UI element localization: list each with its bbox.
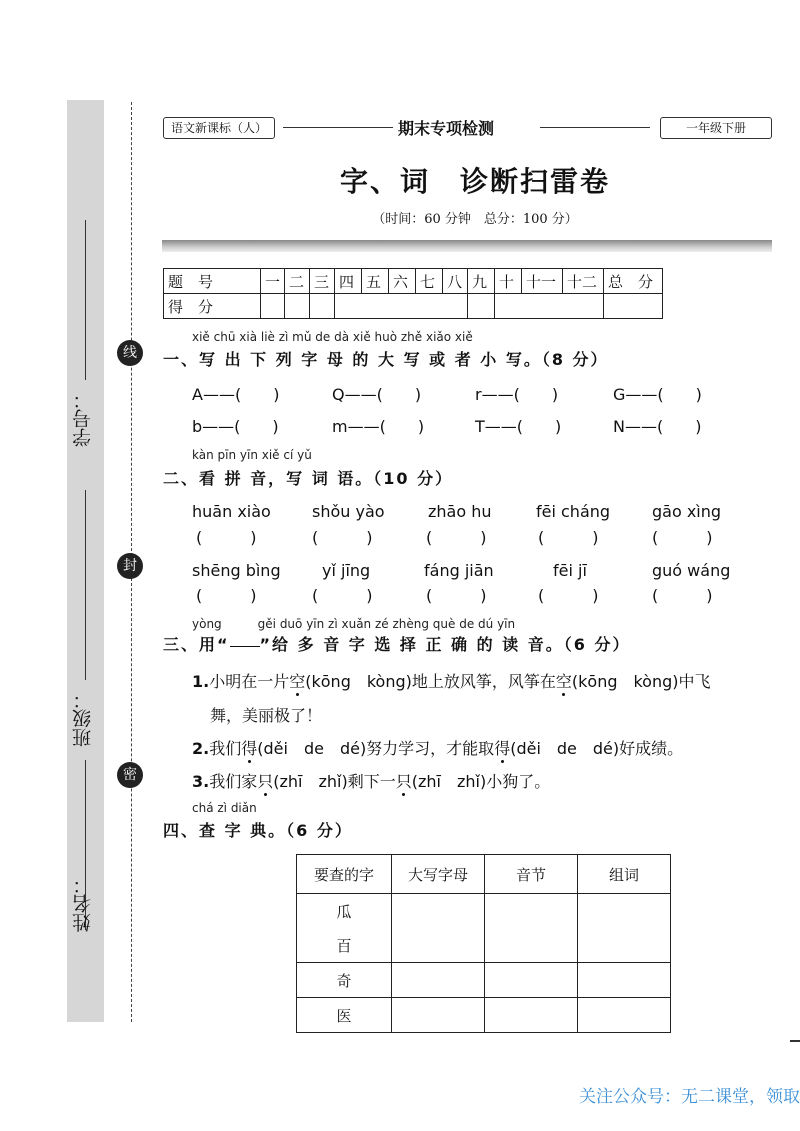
sentence-3 [192,769,550,792]
letter-item-3: r——( ) [475,385,559,404]
score-header-cell: 十二 [563,269,604,294]
reading-options[interactable]: (kōng kòng)地上放风筝，风筝在 [305,672,556,691]
sentence-number: 3. [192,772,210,791]
section3-pinyin: yòng gěi duō yīn zì xuǎn zé zhèng què de dú yīn [192,617,516,631]
dict-char: 百 [297,928,392,963]
pinyin-word-3: zhāo hu [428,502,492,521]
polyphone-char: 得 [494,739,511,758]
time-info: （时间：60 分钟 总分：100 分） [372,212,578,227]
pinyin-word-9: fēi jī [553,561,587,580]
pinyin-word-10: guó wáng [652,561,731,580]
student-id-line [85,220,86,380]
header-rule-left [283,127,393,128]
score-header-cell: 四 [335,269,362,294]
score-header-cell: 总 分 [604,269,663,294]
polyphone-char: 空 [555,672,572,691]
answer-blank[interactable]: ( ) [312,586,373,605]
page-title: 字、词 诊断扫雷卷 [339,165,610,198]
dictionary-row [297,894,671,929]
seal-secret: 密 [117,762,143,788]
dictionary-row [297,998,671,1033]
polyphone-char: 只 [257,772,274,791]
dict-syllable-cell[interactable] [485,894,578,963]
class-line [85,490,86,680]
score-table-score-row [164,294,663,319]
reading-options[interactable]: (děi de dé)好成绩。 [510,739,684,758]
section4-pinyin: chá zì diǎn [192,801,257,815]
dict-header-letter: 大写字母 [392,855,485,894]
score-header-cell: 题 号 [164,269,261,294]
class-label: 班级： [72,690,94,747]
answer-blank[interactable]: ( ) [196,586,257,605]
pinyin-word-6: shēng bìng [192,561,281,580]
letter-item-6: m——( ) [332,417,425,436]
score-cell[interactable] [335,294,468,319]
binding-strip [67,100,104,1022]
pinyin-word-1: huān xiào [192,502,271,521]
sentence-text: 我们 [209,739,242,758]
sentence-number: 2. [192,739,210,758]
polyphone-char: 空 [289,672,306,691]
score-header-cell: 三 [310,269,335,294]
score-cell[interactable] [468,294,495,319]
reading-options[interactable]: (zhī zhǐ)剩下一 [273,772,396,791]
dict-char: 奇 [297,963,392,998]
letter-item-7: T——( ) [475,417,562,436]
letter-item-1: A——( ) [192,385,280,404]
dict-syllable-cell[interactable] [485,998,578,1033]
polyphone-char: 得 [241,739,258,758]
letter-item-2: Q——( ) [332,385,422,404]
dict-word-cell[interactable] [578,894,671,963]
header-bar [162,240,772,252]
pinyin-word-4: fēi cháng [536,502,611,521]
answer-blank[interactable]: ( ) [312,528,373,547]
letter-item-4: G——( ) [613,385,702,404]
section2-title: 二、看 拼 音，写 词 语。（10 分） [163,469,454,488]
score-cell[interactable] [604,294,663,319]
dict-header-char: 要查的字 [297,855,392,894]
score-cell[interactable] [285,294,310,319]
section3-title-end: ”给 多 音 字 选 择 正 确 的 读 音。（6 分） [259,635,631,654]
polyphone-char: 只 [395,772,412,791]
dict-header-syllable: 音节 [485,855,578,894]
section3-title-start: 三、用“ [163,635,230,654]
student-id-label: 学号： [72,390,94,447]
answer-blank[interactable]: ( ) [196,528,257,547]
sentence-text: 小明在一片 [209,672,290,691]
score-header-cell: 一 [261,269,285,294]
seal-line: 线 [117,340,143,366]
name-label: 姓名： [72,875,94,932]
sentence-2 [192,736,683,759]
dict-word-cell[interactable] [578,963,671,998]
dict-syllable-cell[interactable] [485,963,578,998]
reading-options[interactable]: (zhī zhǐ)小狗了。 [411,772,551,791]
section1-title: 一、写 出 下 列 字 母 的 大 写 或 者 小 写。（8 分） [163,350,609,369]
score-table [163,268,663,319]
score-header-cell: 五 [362,269,389,294]
score-cell[interactable] [261,294,285,319]
score-cell[interactable] [310,294,335,319]
reading-options[interactable]: (kōng kòng)中飞 [571,672,711,691]
section4-title: 四、查 字 典。（6 分） [163,821,353,840]
sentence-1-continued: 舞，美丽极了！ [210,706,323,725]
score-table-header-row [164,269,663,294]
score-header-cell: 十 [495,269,522,294]
textbook-tag: 语文新课标（人） [163,117,275,139]
footer-promo: 关注公众号：无二课堂，领取 [579,1087,800,1107]
dict-word-cell[interactable] [578,998,671,1033]
answer-blank[interactable]: ( ) [538,528,599,547]
dictionary-row [297,963,671,998]
section1-pinyin: xiě chū xià liè zì mǔ de dà xiě huò zhě xiǎo xiě [192,330,473,344]
answer-blank[interactable]: ( ) [652,586,713,605]
answer-blank[interactable]: ( ) [538,586,599,605]
score-cell[interactable] [495,294,604,319]
section3-title [163,632,630,655]
answer-blank[interactable]: ( ) [426,586,487,605]
reading-options[interactable]: (děi de dé)努力学习，才能取 [257,739,495,758]
score-header-cell: 七 [416,269,443,294]
dictionary-header-row [297,855,671,894]
pinyin-word-5: gāo xìng [652,502,722,521]
seal-seal: 封 [117,553,143,579]
dict-letter-cell[interactable] [392,894,485,963]
dot-mark-blank [230,632,260,647]
score-header-cell: 八 [443,269,468,294]
sentence-text: 我们家 [209,772,258,791]
page-edge-mark [790,1040,800,1042]
score-header-cell: 六 [389,269,416,294]
answer-blank[interactable]: ( ) [426,528,487,547]
header-rule-right [540,127,650,128]
dictionary-table [296,854,671,1033]
dict-letter-cell[interactable] [392,998,485,1033]
sentence-1 [192,669,711,692]
dict-letter-cell[interactable] [392,963,485,998]
score-header-cell: 十一 [522,269,563,294]
score-header-cell: 二 [285,269,310,294]
answer-blank[interactable]: ( ) [652,528,713,547]
pinyin-word-2: shǒu yào [312,502,385,521]
section2-pinyin: kàn pīn yīn xiě cí yǔ [192,448,312,462]
pinyin-word-8: fáng jiān [424,561,494,580]
score-header-cell: 九 [468,269,495,294]
dict-char: 医 [297,998,392,1033]
letter-item-5: b——( ) [192,417,279,436]
sentence-number: 1. [192,672,210,691]
score-row-label: 得 分 [164,294,261,319]
dict-header-word: 组词 [578,855,671,894]
exam-type-title: 期末专项检测 [398,119,495,138]
letter-item-8: N——( ) [613,417,702,436]
dict-char: 瓜 [297,894,392,929]
pinyin-word-7: yǐ jīng [322,561,371,580]
grade-tag: 一年级下册 [660,117,772,139]
